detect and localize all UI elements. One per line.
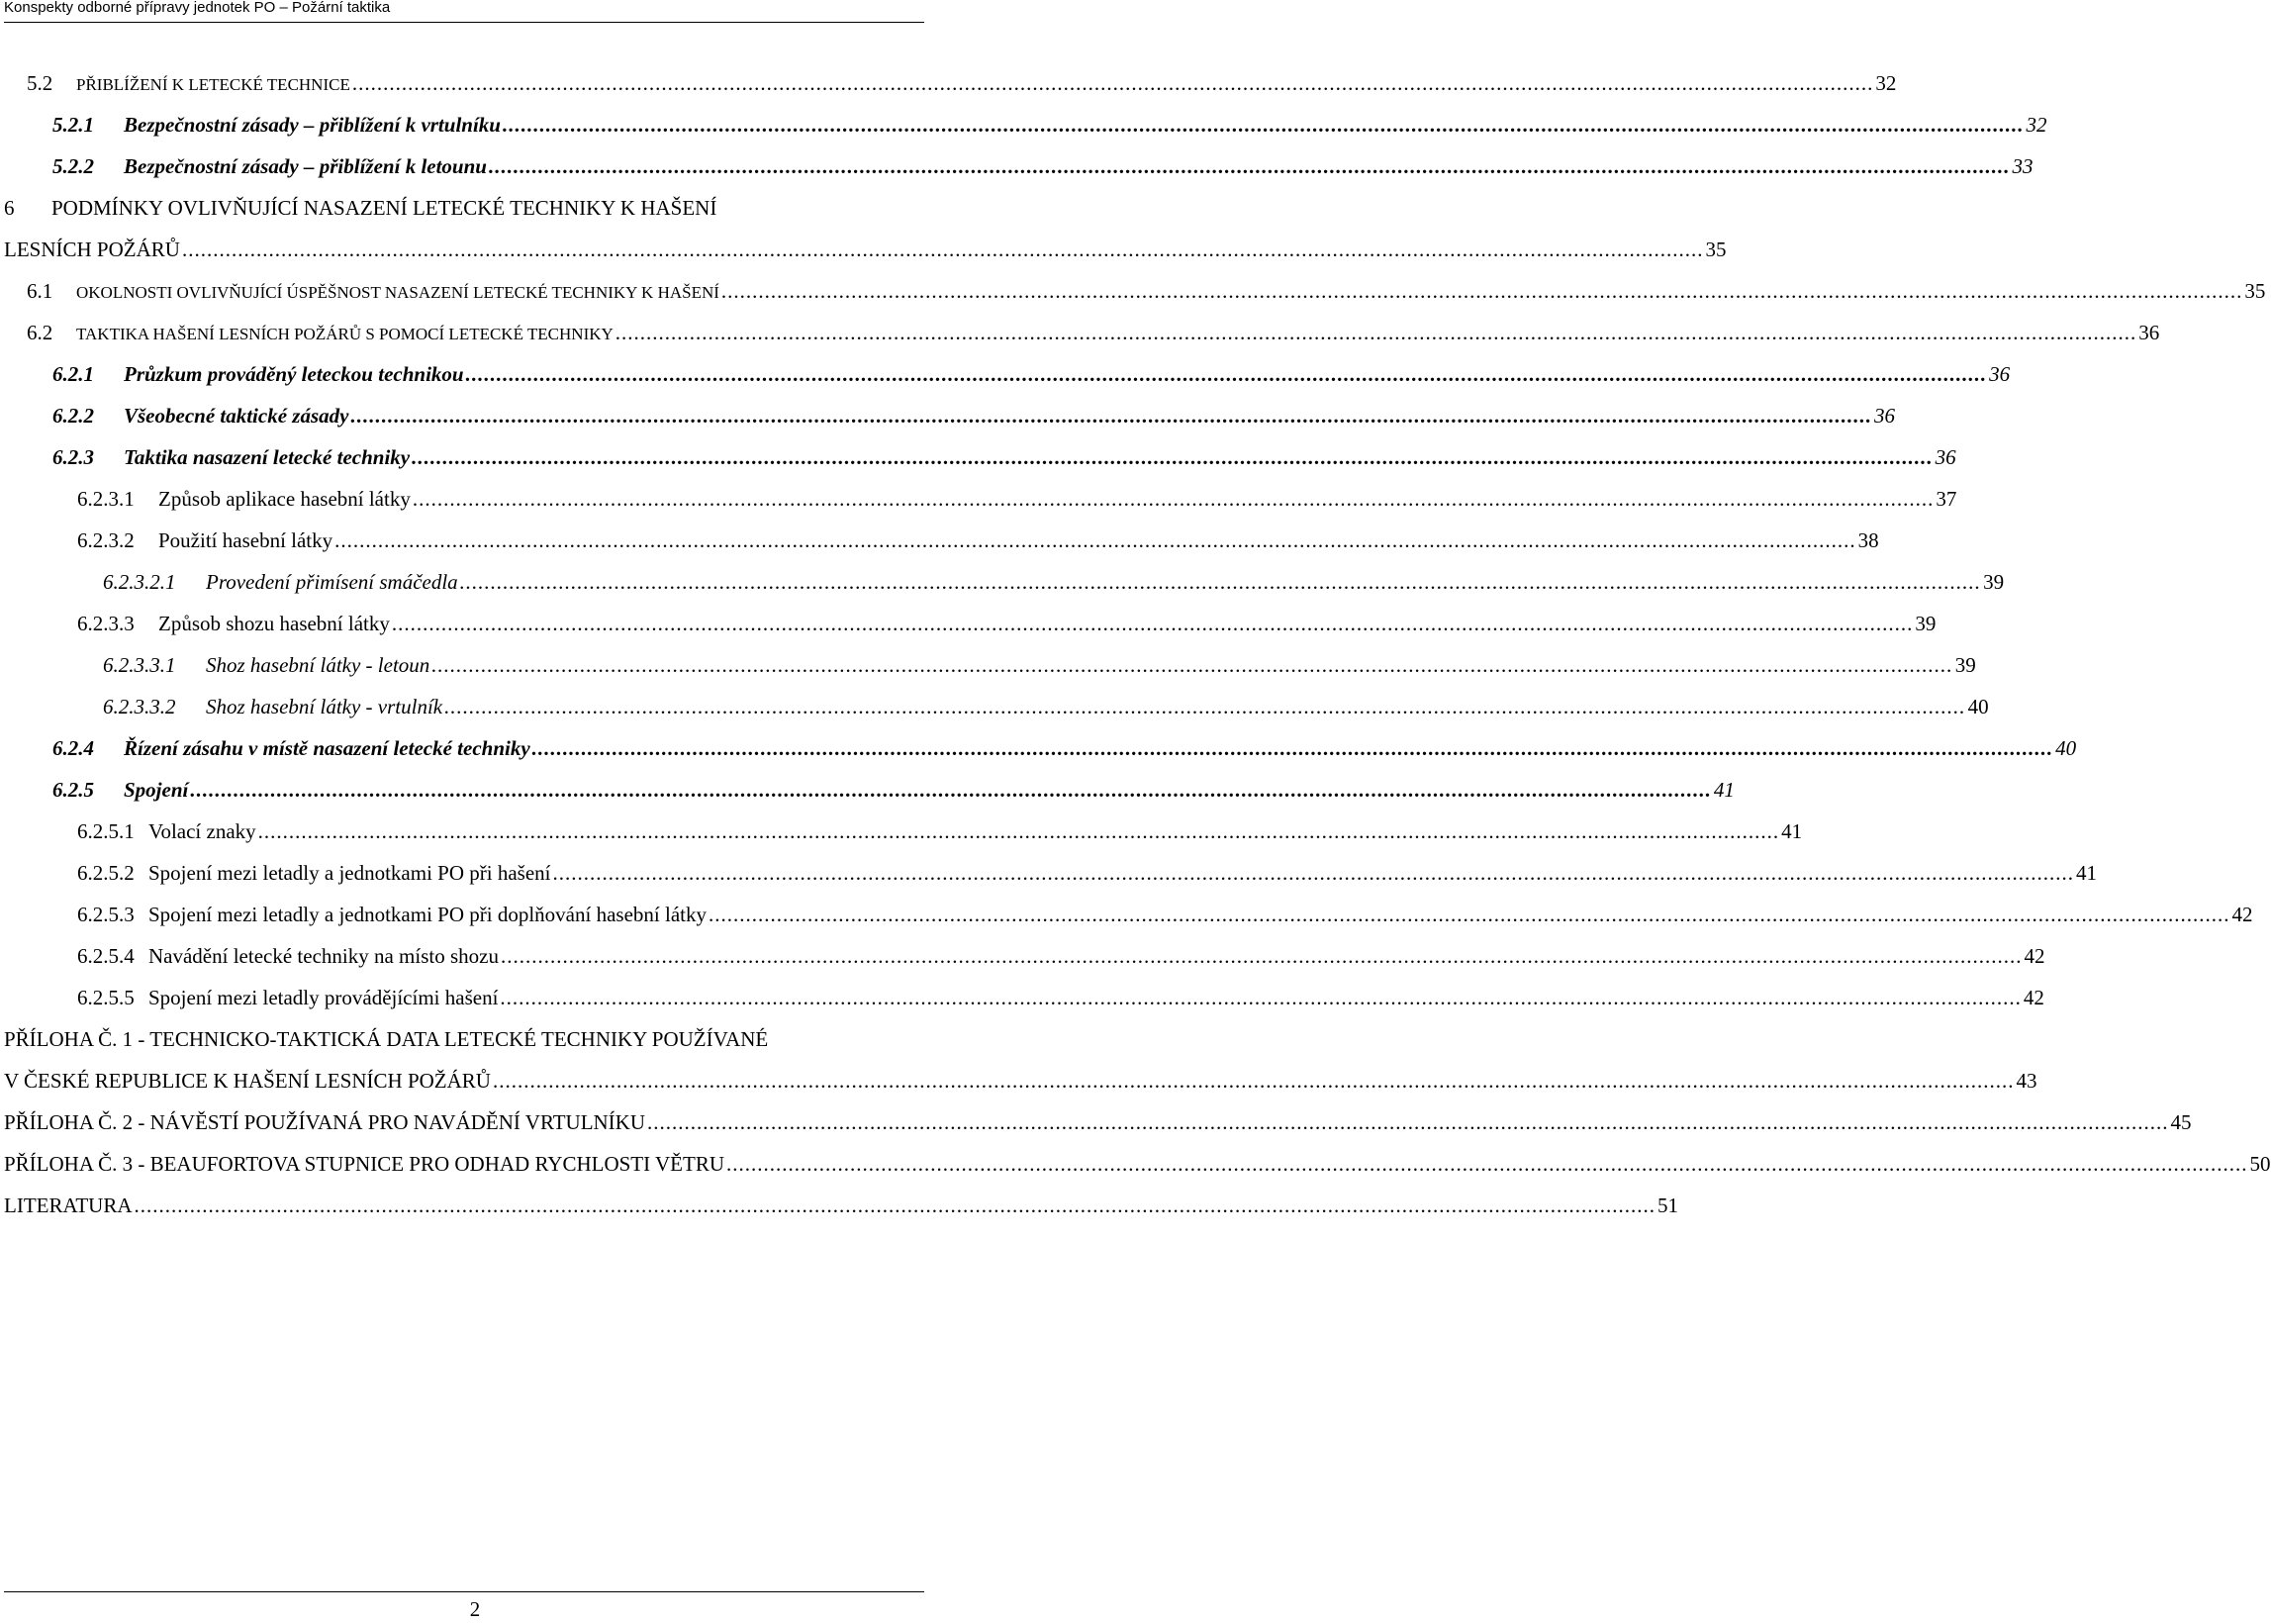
toc-entry-number: 6.2.2: [52, 404, 94, 428]
dot-leader: [352, 70, 1874, 96]
toc-entry-title: PŘÍLOHA Č. 2 - NÁVĚSTÍ POUŽÍVANÁ PRO NAVÁDĚNÍ VRTULNÍKU: [4, 1110, 646, 1134]
toc-entry-title: Navádění letecké techniky na místo shozu: [148, 944, 499, 968]
toc-entry-number: 6.2.5.2: [77, 861, 135, 885]
dot-leader: [532, 735, 2054, 761]
toc-entry-page: 40: [2055, 736, 2077, 760]
dot-leader: [553, 860, 2075, 886]
toc-entry-title: LESNÍCH POŽÁRŮ: [4, 238, 180, 261]
toc-entry-title: Taktika nasazení letecké techniky: [124, 445, 411, 469]
toc-entry-page: 35: [1705, 238, 1727, 261]
toc-entry-title: PŘÍLOHA Č. 3 - BEAUFORTOVA STUPNICE PRO ODHAD RYCHLOSTI VĚTRU: [4, 1152, 724, 1176]
toc-entry[interactable]: [103, 569, 2005, 595]
toc-entry-title: PŘIBLÍŽENÍ K LETECKÉ TECHNICE: [76, 75, 350, 94]
toc-entry-page: 38: [1857, 528, 1879, 552]
toc-entry-page: 42: [2023, 986, 2044, 1009]
toc-entry-number: 6.2.5.4: [77, 944, 135, 968]
dot-leader: [466, 361, 1988, 387]
toc-entry-title: Spojení: [124, 778, 189, 802]
toc-entry-page: 36: [1989, 362, 2011, 386]
footer-divider: [4, 1591, 924, 1592]
toc-entry-page: 40: [1967, 695, 1989, 718]
toc-entry[interactable]: [103, 652, 1976, 678]
dot-leader: [190, 777, 1712, 803]
toc-entry[interactable]: [27, 70, 1897, 98]
toc-entry-page: 50: [2249, 1152, 2271, 1176]
toc-entry-title: PŘÍLOHA Č. 1 - TECHNICKO-TAKTICKÁ DATA LETECKÉ TECHNIKY POUŽÍVANÉ: [4, 1027, 769, 1051]
toc-entry[interactable]: [52, 777, 1735, 803]
toc-entry-number: 6.2.3.3.2: [103, 695, 176, 718]
dot-leader: [726, 1151, 2248, 1177]
dot-leader: [258, 818, 1780, 844]
toc-entry-page: 51: [1657, 1194, 1678, 1217]
toc-entry-page: 36: [2138, 321, 2160, 344]
toc-entry[interactable]: [4, 195, 919, 221]
toc-entry-number: 6: [4, 196, 15, 220]
dot-leader: [501, 943, 2023, 969]
toc-entry[interactable]: [77, 818, 1803, 844]
toc-entry-page: 32: [1875, 71, 1897, 95]
toc-entry-number: 6.2.4: [52, 736, 94, 760]
toc-entry[interactable]: [4, 1026, 919, 1052]
toc-entry-page: 33: [2012, 154, 2034, 178]
toc-entry[interactable]: [52, 112, 2047, 138]
toc-entry[interactable]: [52, 444, 1956, 470]
header-title: Konspekty odborné přípravy jednotek PO – Požární taktika: [4, 0, 391, 16]
toc-entry-title: Shoz hasební látky - letoun: [206, 653, 430, 677]
toc-entry[interactable]: [4, 1193, 1678, 1218]
toc-entry[interactable]: [52, 361, 2011, 387]
toc-entry-number: 6.2.3: [52, 445, 94, 469]
toc-entry-number: 6.2.5.3: [77, 903, 135, 926]
toc-entry-number: 6.2.3.1: [77, 487, 135, 511]
toc-entry-title: Bezpečnostní zásady – přiblížení k letounu: [124, 154, 487, 178]
toc-entry[interactable]: [77, 860, 2097, 886]
toc-entry-page: 39: [1983, 570, 2005, 594]
toc-entry-number: 6.2.3.3: [77, 612, 135, 635]
toc-entry-title: Použití hasební látky: [158, 528, 333, 552]
toc-entry-title: Spojení mezi letadly a jednotkami PO při hašení: [148, 861, 551, 885]
toc-entry-title: Řízení zásahu v místě nasazení letecké techniky: [124, 736, 530, 760]
toc-entry-page: 41: [1713, 778, 1735, 802]
toc-entry-title: Způsob shozu hasební látky: [158, 612, 390, 635]
toc-entry-number: 6.1: [27, 279, 53, 303]
toc-entry-number: 5.2.1: [52, 113, 94, 137]
dot-leader: [503, 112, 2025, 138]
toc-entry[interactable]: [52, 735, 2077, 761]
toc-entry-title: Všeobecné taktické zásady: [124, 404, 349, 428]
dot-leader: [334, 527, 1856, 553]
toc-entry[interactable]: [77, 486, 1957, 512]
toc-entry[interactable]: [4, 1151, 2271, 1177]
dot-leader: [182, 237, 1704, 262]
toc-entry-title: Provedení přimísení smáčedla: [206, 570, 458, 594]
dot-leader: [709, 902, 2230, 927]
dot-leader: [135, 1193, 1656, 1218]
toc-entry-page: 36: [1935, 445, 1956, 469]
toc-entry-title: Bezpečnostní zásady – přiblížení k vrtulníku: [124, 113, 501, 137]
toc-entry-number: 6.2.3.2.1: [103, 570, 176, 594]
toc-entry[interactable]: [4, 237, 1727, 262]
toc-entry[interactable]: [27, 278, 2266, 306]
toc-entry-page: 32: [2026, 113, 2047, 137]
toc-entry[interactable]: [4, 1109, 2192, 1135]
toc-entry[interactable]: [77, 985, 2044, 1010]
toc-entry-number: 6.2.3.3.1: [103, 653, 176, 677]
toc-entry-page: 36: [1873, 404, 1895, 428]
dot-leader: [392, 611, 1914, 636]
toc-entry-page: 39: [1954, 653, 1976, 677]
toc-entry[interactable]: [52, 403, 1895, 429]
toc-entry-page: 41: [1781, 819, 1803, 843]
dot-leader: [615, 320, 2137, 345]
dot-leader: [493, 1068, 2015, 1094]
toc-entry[interactable]: [77, 527, 1879, 553]
toc-entry-number: 6.2.3.2: [77, 528, 135, 552]
toc-entry-page: 45: [2170, 1110, 2192, 1134]
page-number: 2: [469, 1597, 481, 1621]
dot-leader: [500, 985, 2022, 1010]
toc-entry[interactable]: [77, 902, 2253, 927]
toc-entry-page: 43: [2016, 1069, 2037, 1093]
toc-entry-title: TAKTIKA HAŠENÍ LESNÍCH POŽÁRŮ S POMOCÍ LETECKÉ TECHNIKY: [76, 325, 614, 343]
toc-entry-title: V ČESKÉ REPUBLICE K HAŠENÍ LESNÍCH POŽÁRŮ: [4, 1069, 491, 1093]
toc-entry-number: 6.2.5: [52, 778, 94, 802]
toc-entry-title: Spojení mezi letadly a jednotkami PO při doplňování hasební látky: [148, 903, 707, 926]
toc-entry-title: OKOLNOSTI OVLIVŇUJÍCÍ ÚSPĚŠNOST NASAZENÍ LETECKÉ TECHNIKY K HAŠENÍ: [76, 283, 719, 302]
toc-entry-page: 42: [2024, 944, 2045, 968]
toc-entry-page: 37: [1936, 487, 1957, 511]
dot-leader: [647, 1109, 2169, 1135]
dot-leader: [489, 153, 2011, 179]
toc-entry-title: Způsob aplikace hasební látky: [158, 487, 411, 511]
toc-entry[interactable]: [4, 1068, 2037, 1094]
toc-entry-number: 6.2.5.5: [77, 986, 135, 1009]
dot-leader: [350, 403, 1872, 429]
dot-leader: [721, 278, 2243, 304]
toc-entry-number: 5.2.2: [52, 154, 94, 178]
toc-entry-number: 6.2.5.1: [77, 819, 135, 843]
toc-entry-title: Spojení mezi letadly provádějícími hašení: [148, 986, 499, 1009]
dot-leader: [444, 694, 1966, 719]
toc-entry-number: 5.2: [27, 71, 53, 95]
toc-entry[interactable]: [52, 153, 2034, 179]
toc-entry-title: PODMÍNKY OVLIVŇUJÍCÍ NASAZENÍ LETECKÉ TECHNIKY K HAŠENÍ: [51, 196, 717, 220]
toc-entry-number: 6.2.1: [52, 362, 94, 386]
toc-entry-title: Průzkum prováděný leteckou technikou: [124, 362, 464, 386]
toc-entry-title: Volací znaky: [148, 819, 256, 843]
toc-entry-page: 42: [2231, 903, 2253, 926]
toc-entry-page: 39: [1915, 612, 1937, 635]
toc-entry[interactable]: [77, 611, 1937, 636]
toc-entry[interactable]: [103, 694, 1989, 719]
toc-entry[interactable]: [77, 943, 2045, 969]
dot-leader: [431, 652, 1953, 678]
toc-entry-page: 41: [2076, 861, 2097, 885]
dot-leader: [412, 444, 1934, 470]
dot-leader: [413, 486, 1935, 512]
toc-entry-title: LITERATURA: [4, 1194, 133, 1217]
dot-leader: [460, 569, 1982, 595]
toc-entry-number: 6.2: [27, 321, 53, 344]
toc-entry-title: Shoz hasební látky - vrtulník: [206, 695, 443, 718]
toc-entry-page: 35: [2244, 279, 2266, 303]
toc-entry[interactable]: [27, 320, 2160, 347]
